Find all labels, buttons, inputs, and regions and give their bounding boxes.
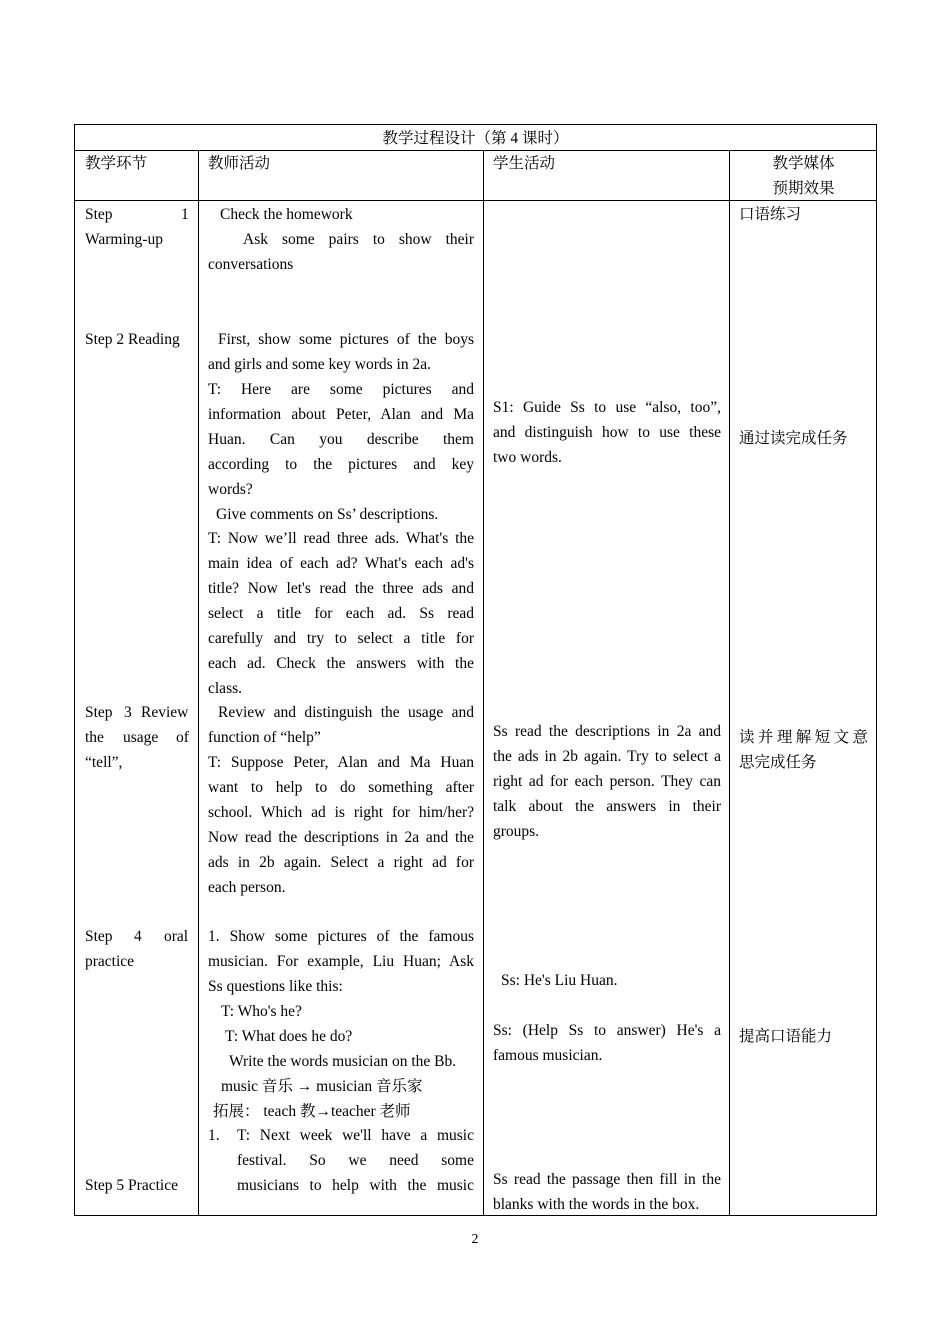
teacher-line: carefully and try to select a title for bbox=[208, 630, 474, 647]
teacher-line: 拓展： teach 教→teacher 老师 bbox=[213, 1103, 411, 1120]
teacher-line: want to help to do something after bbox=[208, 779, 474, 796]
header-student: 学生活动 bbox=[493, 155, 556, 172]
step2-label: Step 2 Reading bbox=[85, 331, 180, 348]
column-divider-3 bbox=[729, 150, 730, 1215]
teacher-line: Write the words musician on the Bb. bbox=[229, 1053, 457, 1070]
step4-oral: oral bbox=[164, 928, 189, 945]
step3-word: Step bbox=[85, 704, 113, 721]
teacher-line: ads in 2b again. Select a right ad for bbox=[208, 854, 474, 871]
lesson-plan-table bbox=[74, 124, 877, 1216]
table-title: 教学过程设计（第 4 课时） bbox=[382, 130, 569, 147]
step3-usage: usage bbox=[123, 729, 159, 746]
teacher-line: festival. So we need some bbox=[237, 1152, 474, 1169]
student-line: Ss: He's Liu Huan. bbox=[501, 972, 618, 989]
teacher-line: T: What does he do? bbox=[225, 1028, 353, 1045]
teacher-line: class. bbox=[208, 680, 243, 697]
media-line: 思完成任务 bbox=[739, 754, 817, 771]
teacher-line: function of “help” bbox=[208, 729, 321, 746]
teacher-line: main idea of each ad? What's each ad's bbox=[208, 555, 474, 572]
student-line: talk about the answers in their bbox=[493, 798, 721, 815]
step1-number: 1 bbox=[181, 206, 189, 223]
media-line: 读并理解短文意 bbox=[739, 729, 868, 746]
teacher-line: T: Here are some pictures and bbox=[208, 381, 474, 398]
student-line: right ad for each person. They can bbox=[493, 773, 721, 790]
step4-practice: practice bbox=[85, 953, 135, 970]
teacher-line: T: Who's he? bbox=[221, 1003, 302, 1020]
teacher-line: school. Which ad is right for him/her? bbox=[208, 804, 474, 821]
step1-word: Step bbox=[85, 206, 113, 223]
step3-review: Review bbox=[141, 704, 189, 721]
teacher-line: musician. For example, Liu Huan; Ask bbox=[208, 953, 474, 970]
teacher-line: music 音乐 → musician 音乐家 bbox=[221, 1078, 423, 1095]
teacher-line: Check the homework bbox=[220, 206, 353, 223]
media-line: 通过读完成任务 bbox=[739, 430, 848, 447]
teacher-line: Review and distinguish the usage and bbox=[218, 704, 474, 721]
student-line: S1: Guide Ss to use “also, too”, bbox=[493, 399, 721, 416]
step4-number: 4 bbox=[134, 928, 142, 945]
teacher-line: Ss questions like this: bbox=[208, 978, 343, 995]
header-media-line1: 教学媒体 bbox=[772, 155, 835, 172]
step3-of: of bbox=[176, 729, 189, 746]
teacher-line: according to the pictures and key bbox=[208, 456, 474, 473]
student-line: and distinguish how to use these bbox=[493, 424, 721, 441]
student-line: two words. bbox=[493, 449, 562, 466]
student-line: Ss read the passage then fill in the bbox=[493, 1171, 721, 1188]
teacher-line: T: Next week we'll have a music bbox=[237, 1127, 474, 1144]
teacher-line: First, show some pictures of the boys bbox=[218, 331, 474, 348]
step5-label: Step 5 Practice bbox=[85, 1177, 178, 1194]
student-line: famous musician. bbox=[493, 1047, 603, 1064]
page-number: 2 bbox=[471, 1232, 479, 1247]
student-line: groups. bbox=[493, 823, 540, 840]
teacher-line: and girls and some key words in 2a. bbox=[208, 356, 431, 373]
header-teacher: 教师活动 bbox=[208, 155, 271, 172]
student-line: the ads in 2b again. Try to select a bbox=[493, 748, 721, 765]
column-divider-2 bbox=[483, 150, 484, 1215]
teacher-line: musicians to help with the music bbox=[237, 1177, 474, 1194]
teacher-line: Give comments on Ss’ descriptions. bbox=[216, 506, 439, 523]
step3-tell: “tell”, bbox=[85, 754, 123, 771]
column-divider-1 bbox=[198, 150, 199, 1215]
step3-the: the bbox=[85, 729, 104, 746]
teacher-line: title? Now let's read the three ads and bbox=[208, 580, 474, 597]
teacher-line: each ad. Check the answers with the bbox=[208, 655, 474, 672]
header-stage: 教学环节 bbox=[85, 155, 148, 172]
teacher-line: select a title for each ad. Ss read bbox=[208, 605, 474, 622]
teacher-line: information about Peter, Alan and Ma bbox=[208, 406, 474, 423]
step4-word: Step bbox=[85, 928, 113, 945]
student-line: Ss: (Help Ss to answer) He's a bbox=[493, 1022, 721, 1039]
teacher-line: 1. Show some pictures of the famous bbox=[208, 928, 474, 945]
media-line: 口语练习 bbox=[739, 206, 802, 223]
teacher-line: conversations bbox=[208, 256, 294, 273]
student-line: Ss read the descriptions in 2a and bbox=[493, 723, 721, 740]
teacher-line: 1. bbox=[208, 1127, 220, 1144]
teacher-line: each person. bbox=[208, 879, 286, 896]
teacher-line: T: Now we’ll read three ads. What's the bbox=[208, 530, 474, 547]
teacher-line: Huan. Can you describe them bbox=[208, 431, 474, 448]
header-media-line2: 预期效果 bbox=[772, 180, 835, 197]
student-line: blanks with the words in the box. bbox=[493, 1196, 700, 1213]
teacher-line: T: Suppose Peter, Alan and Ma Huan bbox=[208, 754, 474, 771]
step1-label: Warming-up bbox=[85, 231, 163, 248]
teacher-line: words? bbox=[208, 481, 253, 498]
teacher-line: Now read the descriptions in 2a and the bbox=[208, 829, 474, 846]
step3-number: 3 bbox=[124, 704, 132, 721]
media-line: 提高口语能力 bbox=[739, 1028, 833, 1045]
teacher-line: Ask some pairs to show their bbox=[243, 231, 474, 248]
